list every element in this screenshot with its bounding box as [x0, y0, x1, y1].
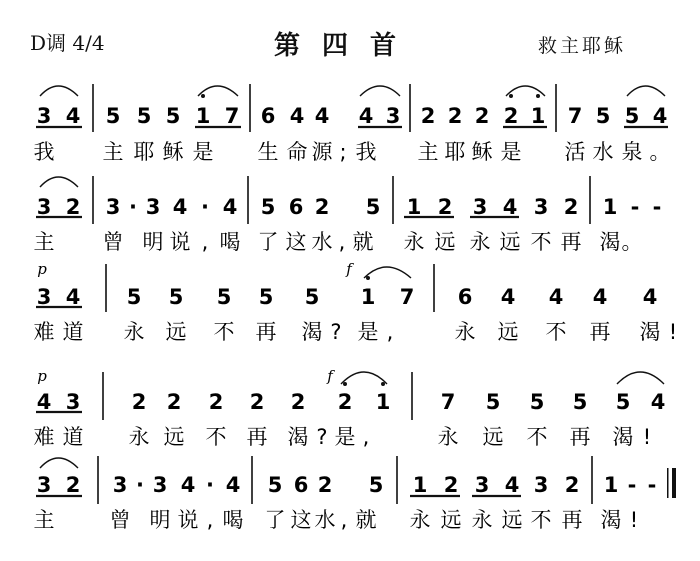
note: ·	[136, 473, 144, 497]
note: 2	[447, 104, 463, 128]
note: 2	[563, 195, 579, 219]
lyric: 水	[314, 508, 336, 532]
barline	[97, 456, 99, 504]
lyric: 渴	[287, 425, 309, 449]
lyric: 源	[311, 140, 333, 164]
lyric: 渴	[599, 230, 621, 254]
note: 2	[131, 390, 147, 414]
lyric: 道	[62, 425, 84, 449]
barline	[247, 176, 249, 224]
note: ·	[206, 473, 214, 497]
note: 4	[592, 285, 608, 309]
note: 3	[65, 390, 81, 414]
note: 4	[642, 285, 658, 309]
lyric: 远	[501, 508, 523, 532]
note: 2	[290, 390, 306, 414]
lyric: 永	[403, 230, 425, 254]
score-row-4	[34, 367, 666, 449]
lyric: 曾	[109, 508, 131, 532]
note: 1	[412, 473, 428, 497]
final-barline	[667, 468, 676, 498]
note: 2	[420, 104, 436, 128]
score-row-1	[34, 84, 671, 164]
note: 4	[504, 473, 520, 497]
dynamic-mark: p	[37, 260, 47, 278]
lyric: 这	[285, 230, 307, 254]
note: 2	[65, 473, 81, 497]
barline	[555, 84, 557, 132]
note: -	[627, 473, 637, 497]
note: 6	[288, 195, 304, 219]
barline	[591, 456, 593, 504]
lyric: 远	[440, 508, 462, 532]
lyric: 主	[33, 508, 55, 532]
lyric: 水	[311, 230, 333, 254]
note: 5	[168, 285, 184, 309]
lyric: 永	[469, 230, 491, 254]
note: 3	[36, 104, 52, 128]
note: 5	[615, 390, 631, 414]
note: 1	[602, 195, 618, 219]
score-row-2	[34, 176, 662, 254]
lyric: 不	[530, 508, 552, 532]
lyric: 明	[149, 508, 171, 532]
note: 5	[216, 285, 232, 309]
note: 5	[304, 285, 320, 309]
note: ·	[201, 195, 209, 219]
lyric: 远	[163, 425, 185, 449]
note: 4	[65, 285, 81, 309]
note: 7	[224, 104, 240, 128]
lyric: 再	[569, 425, 591, 449]
lyric: 我	[33, 140, 55, 164]
note: 4	[502, 195, 518, 219]
lyric: ,	[362, 425, 370, 449]
lyric: 喝	[222, 508, 244, 532]
lyric: 永	[409, 508, 431, 532]
lyric: ;	[339, 140, 347, 164]
lyric: 永	[471, 508, 493, 532]
lyric: 主	[417, 140, 439, 164]
lyric: 水	[592, 140, 614, 164]
note: 6	[293, 473, 309, 497]
lyric: 不	[526, 425, 548, 449]
note: 4	[225, 473, 241, 497]
note: -	[630, 195, 640, 219]
lyric: 再	[560, 230, 582, 254]
lyric: 我	[355, 140, 377, 164]
note: 4	[36, 390, 52, 414]
lyric: 说	[169, 230, 191, 254]
lyric: 了	[264, 508, 286, 532]
lyric: 难	[33, 425, 55, 449]
lyric: ,	[338, 230, 346, 254]
note: 3	[385, 104, 401, 128]
lyric: 活	[564, 140, 586, 164]
note: 5	[258, 285, 274, 309]
note: 2	[166, 390, 182, 414]
barline	[249, 84, 251, 132]
note: 5	[365, 195, 381, 219]
song-title: 第四首	[274, 31, 419, 61]
lyric: 主	[102, 140, 124, 164]
note: 4	[548, 285, 564, 309]
lyric: 稣	[471, 140, 493, 164]
lyric: !	[668, 320, 678, 344]
lyric: 是	[500, 140, 522, 164]
barline	[392, 176, 394, 224]
lyric: 命	[286, 140, 308, 164]
lyric: 渴	[600, 508, 622, 532]
lyric: 永	[123, 320, 145, 344]
dynamic-mark: p	[37, 367, 47, 385]
lyric: 稣	[162, 140, 184, 164]
note: 4	[172, 195, 188, 219]
note: 1	[530, 104, 546, 128]
barline	[102, 372, 104, 420]
lyric: 主	[33, 230, 55, 254]
lyric: 远	[165, 320, 187, 344]
note: 6	[260, 104, 276, 128]
lyric: 泉	[621, 140, 643, 164]
lyric: 渴	[301, 320, 323, 344]
lyric: ,	[340, 508, 348, 532]
lyric: 永	[128, 425, 150, 449]
lyric: 就	[352, 230, 374, 254]
note: 5	[595, 104, 611, 128]
note: 3	[145, 195, 161, 219]
dynamic-mark: f	[346, 260, 352, 278]
lyric: 不	[213, 320, 235, 344]
lyric: 耶	[133, 140, 155, 164]
lyric: 是	[334, 425, 356, 449]
lyric: 渴	[612, 425, 634, 449]
lyric: 了	[257, 230, 279, 254]
lyric: 再	[589, 320, 611, 344]
barline	[396, 456, 398, 504]
lyric: 这	[290, 508, 312, 532]
note: 2	[65, 195, 81, 219]
note: 4	[652, 104, 668, 128]
barline	[411, 372, 413, 420]
note: 3	[105, 195, 121, 219]
lyric: 再	[561, 508, 583, 532]
note: 3	[472, 195, 488, 219]
note: 5	[485, 390, 501, 414]
note: 3	[112, 473, 128, 497]
lyric: 远	[497, 320, 519, 344]
lyric: 就	[355, 508, 377, 532]
lyric: 远	[482, 425, 504, 449]
dynamic-mark: f	[327, 367, 333, 385]
note: 4	[650, 390, 666, 414]
note: 3	[36, 473, 52, 497]
note: 5	[529, 390, 545, 414]
lyric: 是	[192, 140, 214, 164]
note: -	[652, 195, 662, 219]
lyric: 难	[33, 320, 55, 344]
lyric: 耶	[444, 140, 466, 164]
note: ·	[129, 195, 137, 219]
note: 4	[180, 473, 196, 497]
note: 5	[105, 104, 121, 128]
lyric: ,	[206, 508, 214, 532]
note: 5	[126, 285, 142, 309]
lyric: !	[642, 425, 652, 449]
lyric: 道	[62, 320, 84, 344]
note: 4	[65, 104, 81, 128]
note: 2	[317, 473, 333, 497]
lyric: 永	[437, 425, 459, 449]
barline	[92, 84, 94, 132]
note: 2	[503, 104, 519, 128]
barline	[409, 84, 411, 132]
lyric: 是	[357, 320, 379, 344]
note: 5	[267, 473, 283, 497]
lyric: 明	[142, 230, 164, 254]
note: 3	[474, 473, 490, 497]
note: 4	[500, 285, 516, 309]
lyric: 远	[499, 230, 521, 254]
note: 3	[152, 473, 168, 497]
song-author: 救主耶稣	[538, 35, 627, 57]
barline	[105, 264, 107, 312]
barline	[251, 456, 253, 504]
note: 7	[567, 104, 583, 128]
note: 7	[440, 390, 456, 414]
note: 3	[533, 473, 549, 497]
lyric: 生	[257, 140, 279, 164]
barline	[433, 264, 435, 312]
note: 2	[443, 473, 459, 497]
note: 4	[358, 104, 374, 128]
key-signature: D调 4/4	[30, 31, 105, 55]
note: 5	[624, 104, 640, 128]
lyric: 曾	[102, 230, 124, 254]
note: 4	[222, 195, 238, 219]
score-row-5	[34, 456, 657, 532]
lyric: 再	[246, 425, 268, 449]
note: 1	[603, 473, 619, 497]
lyric: 不	[205, 425, 227, 449]
note: 2	[208, 390, 224, 414]
note: 2	[474, 104, 490, 128]
barline	[92, 176, 94, 224]
note: 4	[314, 104, 330, 128]
note: 3	[36, 195, 52, 219]
lyric: ,	[201, 230, 209, 254]
note: 5	[368, 473, 384, 497]
note: 7	[399, 285, 415, 309]
lyric: 渴	[639, 320, 661, 344]
lyric: 远	[434, 230, 456, 254]
score-row-3	[34, 260, 678, 344]
lyric: ?	[316, 425, 328, 449]
note: 1	[406, 195, 422, 219]
note: 3	[533, 195, 549, 219]
lyric: 不	[530, 230, 552, 254]
note: 5	[260, 195, 276, 219]
note: 2	[437, 195, 453, 219]
barline	[589, 176, 591, 224]
lyric: 永	[454, 320, 476, 344]
lyric: !	[629, 508, 639, 532]
lyric: 再	[255, 320, 277, 344]
lyric: 说	[177, 508, 199, 532]
note: 2	[337, 390, 353, 414]
lyric: 。	[649, 140, 671, 164]
note: 6	[457, 285, 473, 309]
lyric: 。	[621, 230, 643, 254]
note: 2	[314, 195, 330, 219]
lyric: ?	[330, 320, 342, 344]
note: 5	[136, 104, 152, 128]
note: 1	[360, 285, 376, 309]
note: 4	[289, 104, 305, 128]
note: 1	[195, 104, 211, 128]
note: 3	[36, 285, 52, 309]
note: -	[647, 473, 657, 497]
lyric: ,	[386, 320, 394, 344]
note: 2	[564, 473, 580, 497]
note: 5	[572, 390, 588, 414]
note: 5	[165, 104, 181, 128]
note: 2	[249, 390, 265, 414]
lyric: 喝	[219, 230, 241, 254]
lyric: 不	[545, 320, 567, 344]
note: 1	[375, 390, 391, 414]
